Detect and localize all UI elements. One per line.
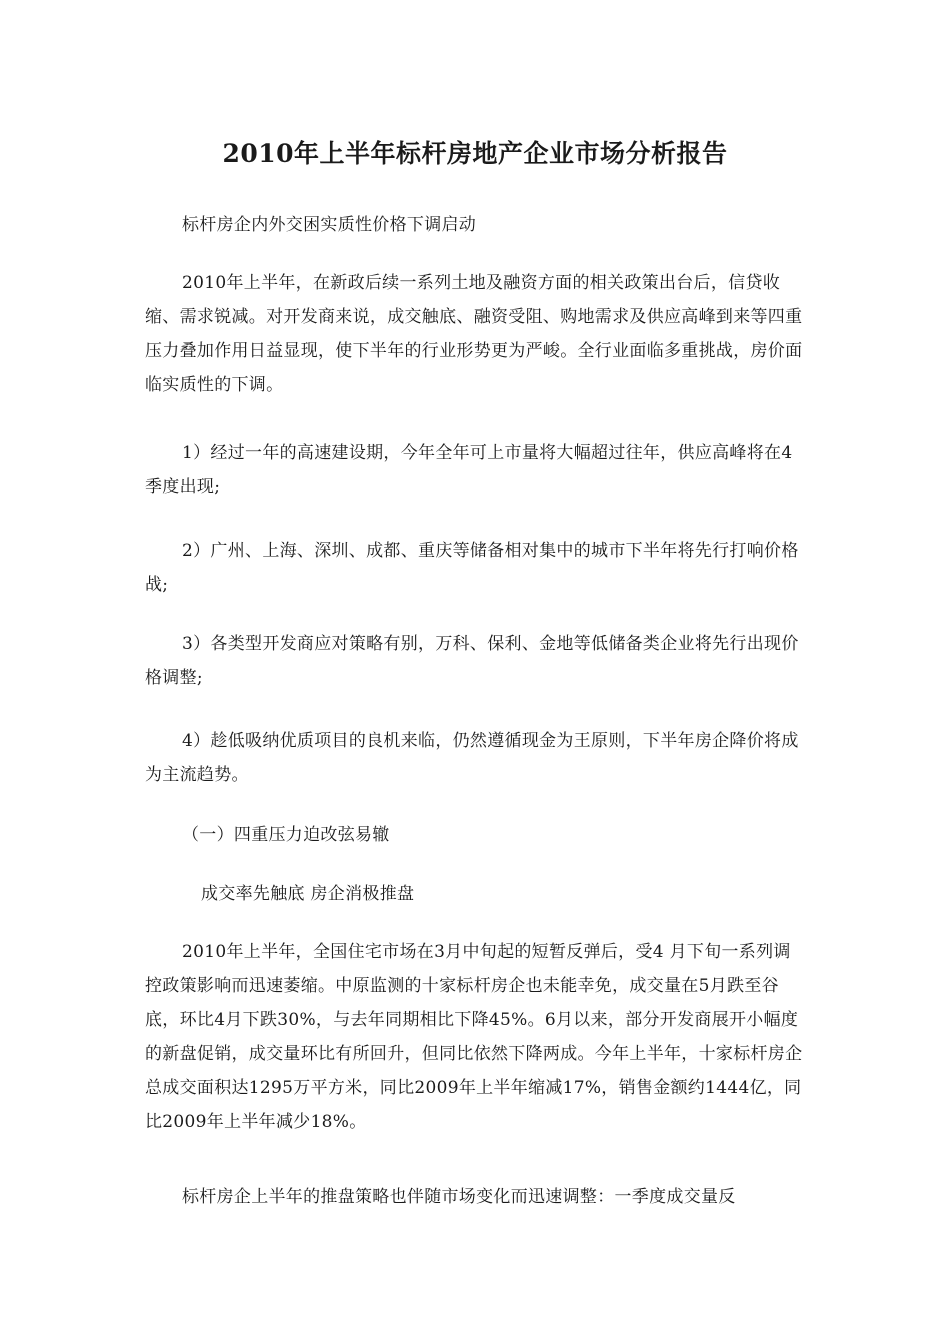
- list-item-3: 3）各类型开发商应对策略有别，万科、保利、金地等低储备类企业将先行出现价格调整;: [145, 634, 799, 688]
- strategy-paragraph: 标杆房企上半年的推盘策略也伴随市场变化而迅速调整：一季度成交量反: [182, 1187, 736, 1207]
- document-title: 2010年上半年标杆房地产企业市场分析报告: [222, 139, 728, 168]
- list-item-2: 2）广州、上海、深圳、成都、重庆等储备相对集中的城市下半年将先行打响价格战;: [145, 541, 799, 595]
- section-heading: （一）四重压力迫改弦易辙: [182, 825, 390, 845]
- intro-paragraph: 2010年上半年，在新政后续一系列土地及融资方面的相关政策出台后，信贷收缩、需求锐减。对开发商来说，成交触底、融资受阻、购地需求及供应高峰到来等四重压力叠加作用日益显现，使下半年的行业形势更为严峻。全行业面临多重挑战，房价面临实质性的下调。: [145, 273, 803, 395]
- list-item-1: 1）经过一年的高速建设期，今年全年可上市量将大幅超过往年，供应高峰将在4季度出现;: [145, 443, 793, 497]
- list-item-4: 4）趁低吸纳优质项目的良机来临，仍然遵循现金为王原则，下半年房企降价将成为主流趋势。: [145, 731, 799, 785]
- section-subheading: 成交率先触底 房企消极推盘: [201, 884, 415, 904]
- market-paragraph: 2010年上半年，全国住宅市场在3月中旬起的短暂反弹后，受4 月下旬一系列调控政策影响而迅速萎缩。中原监测的十家标杆房企也未能幸免，成交量在5月跌至谷底，环比4月下跌30%，与去年同期相比下降45%。6月以来，部分开发商展开小幅度的新盘促销，成交量环比有所回升，但同比依然下降两成。今年上半年，十家标杆房企总成交面积达1295万平方米，同比2009年上半年缩减17%，销售金额约1444亿，同比2009年上半年减少18%。: [145, 942, 803, 1132]
- subtitle-paragraph: 标杆房企内外交困实质性价格下调启动: [182, 215, 477, 235]
